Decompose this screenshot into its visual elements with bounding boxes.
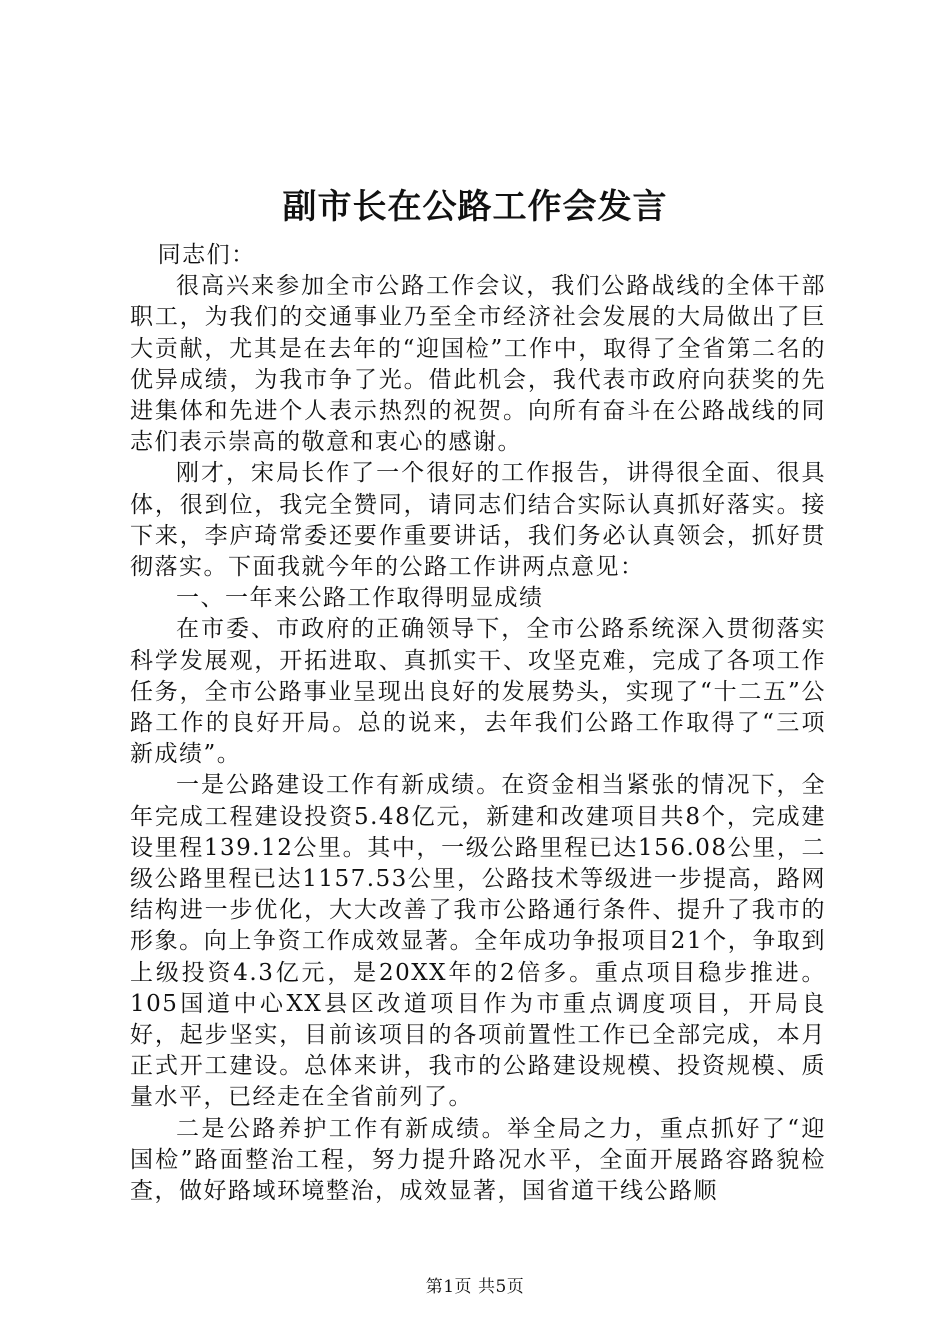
document-body [130,240,826,1207]
paragraph-maintenance: 二是公路养护工作有新成绩。举全局之力，重点抓好了“迎国检”路面整治工程，努力提升路况水平，全面开展路容路貌检查，做好路域环境整治，成效显著，国省道干线公路顺 [130,1115,826,1205]
paragraph-achievements: 在市委、市政府的正确领导下，全市公路系统深入贯彻落实科学发展观，开拓进取、真抓实干、攻坚克难，完成了各项工作任务，全市公路事业呈现出良好的发展势头，实现了“十二五”公路工作的良好开局。总的说来，去年我们公路工作取得了“三项新成绩”。 [130,616,826,768]
salutation: 同志们： [157,242,256,268]
paragraph-intro: 很高兴来参加全市公路工作会议，我们公路战线的全体干部职工，为我们的交通事业乃至全市经济社会发展的大局做出了巨大贡献，尤其是在去年的“迎国检”工作中，取得了全省第二名的优异成绩，为我市争了光。借此机会，我代表市政府向获奖的先进集体和先进个人表示热烈的祝贺。向所有奋斗在公路战线的同志们表示崇高的敬意和衷心的感谢。 [130,273,826,456]
section-heading-1: 一、一年来公路工作取得明显成绩 [176,585,544,612]
paragraph-report: 刚才，宋局长作了一个很好的工作报告，讲得很全面、很具体，很到位，我完全赞同，请同志们结合实际认真抓好落实。接下来，李庐琦常委还要作重要讲话，我们务必认真领会，抓好贯彻落实。下面我就今年的公路工作讲两点意见： [130,460,826,581]
page-footer: 第1页 共5页 [425,1277,525,1297]
paragraph-construction: 一是公路建设工作有新成绩。在资金相当紧张的情况下，全年完成工程建设投资5.48亿元，新建和改建项目共8个，完成建设里程139.12公里。其中，一级公路里程已达156.08公里，二级公路里程已达1157.53公里，公路技术等级进一步提高，路网结构进一步优化，大大改善了我市公路通行条件、提升了我市的形象。向上争资工作成效显著。全年成功争报项目21个，争取到上级投资4.3亿元，是20XX年的2倍多。重点项目稳步推进。105国道中心XX县区改道项目作为市重点调度项目，开局良好，起步坚实，目前该项目的各项前置性工作已全部完成，本月正式开工建设。总体来讲，我市的公路建设规模、投资规模、质量水平，已经走在全省前列了。 [130,772,826,1111]
document-title: 副市长在公路工作会发言 [282,187,668,227]
